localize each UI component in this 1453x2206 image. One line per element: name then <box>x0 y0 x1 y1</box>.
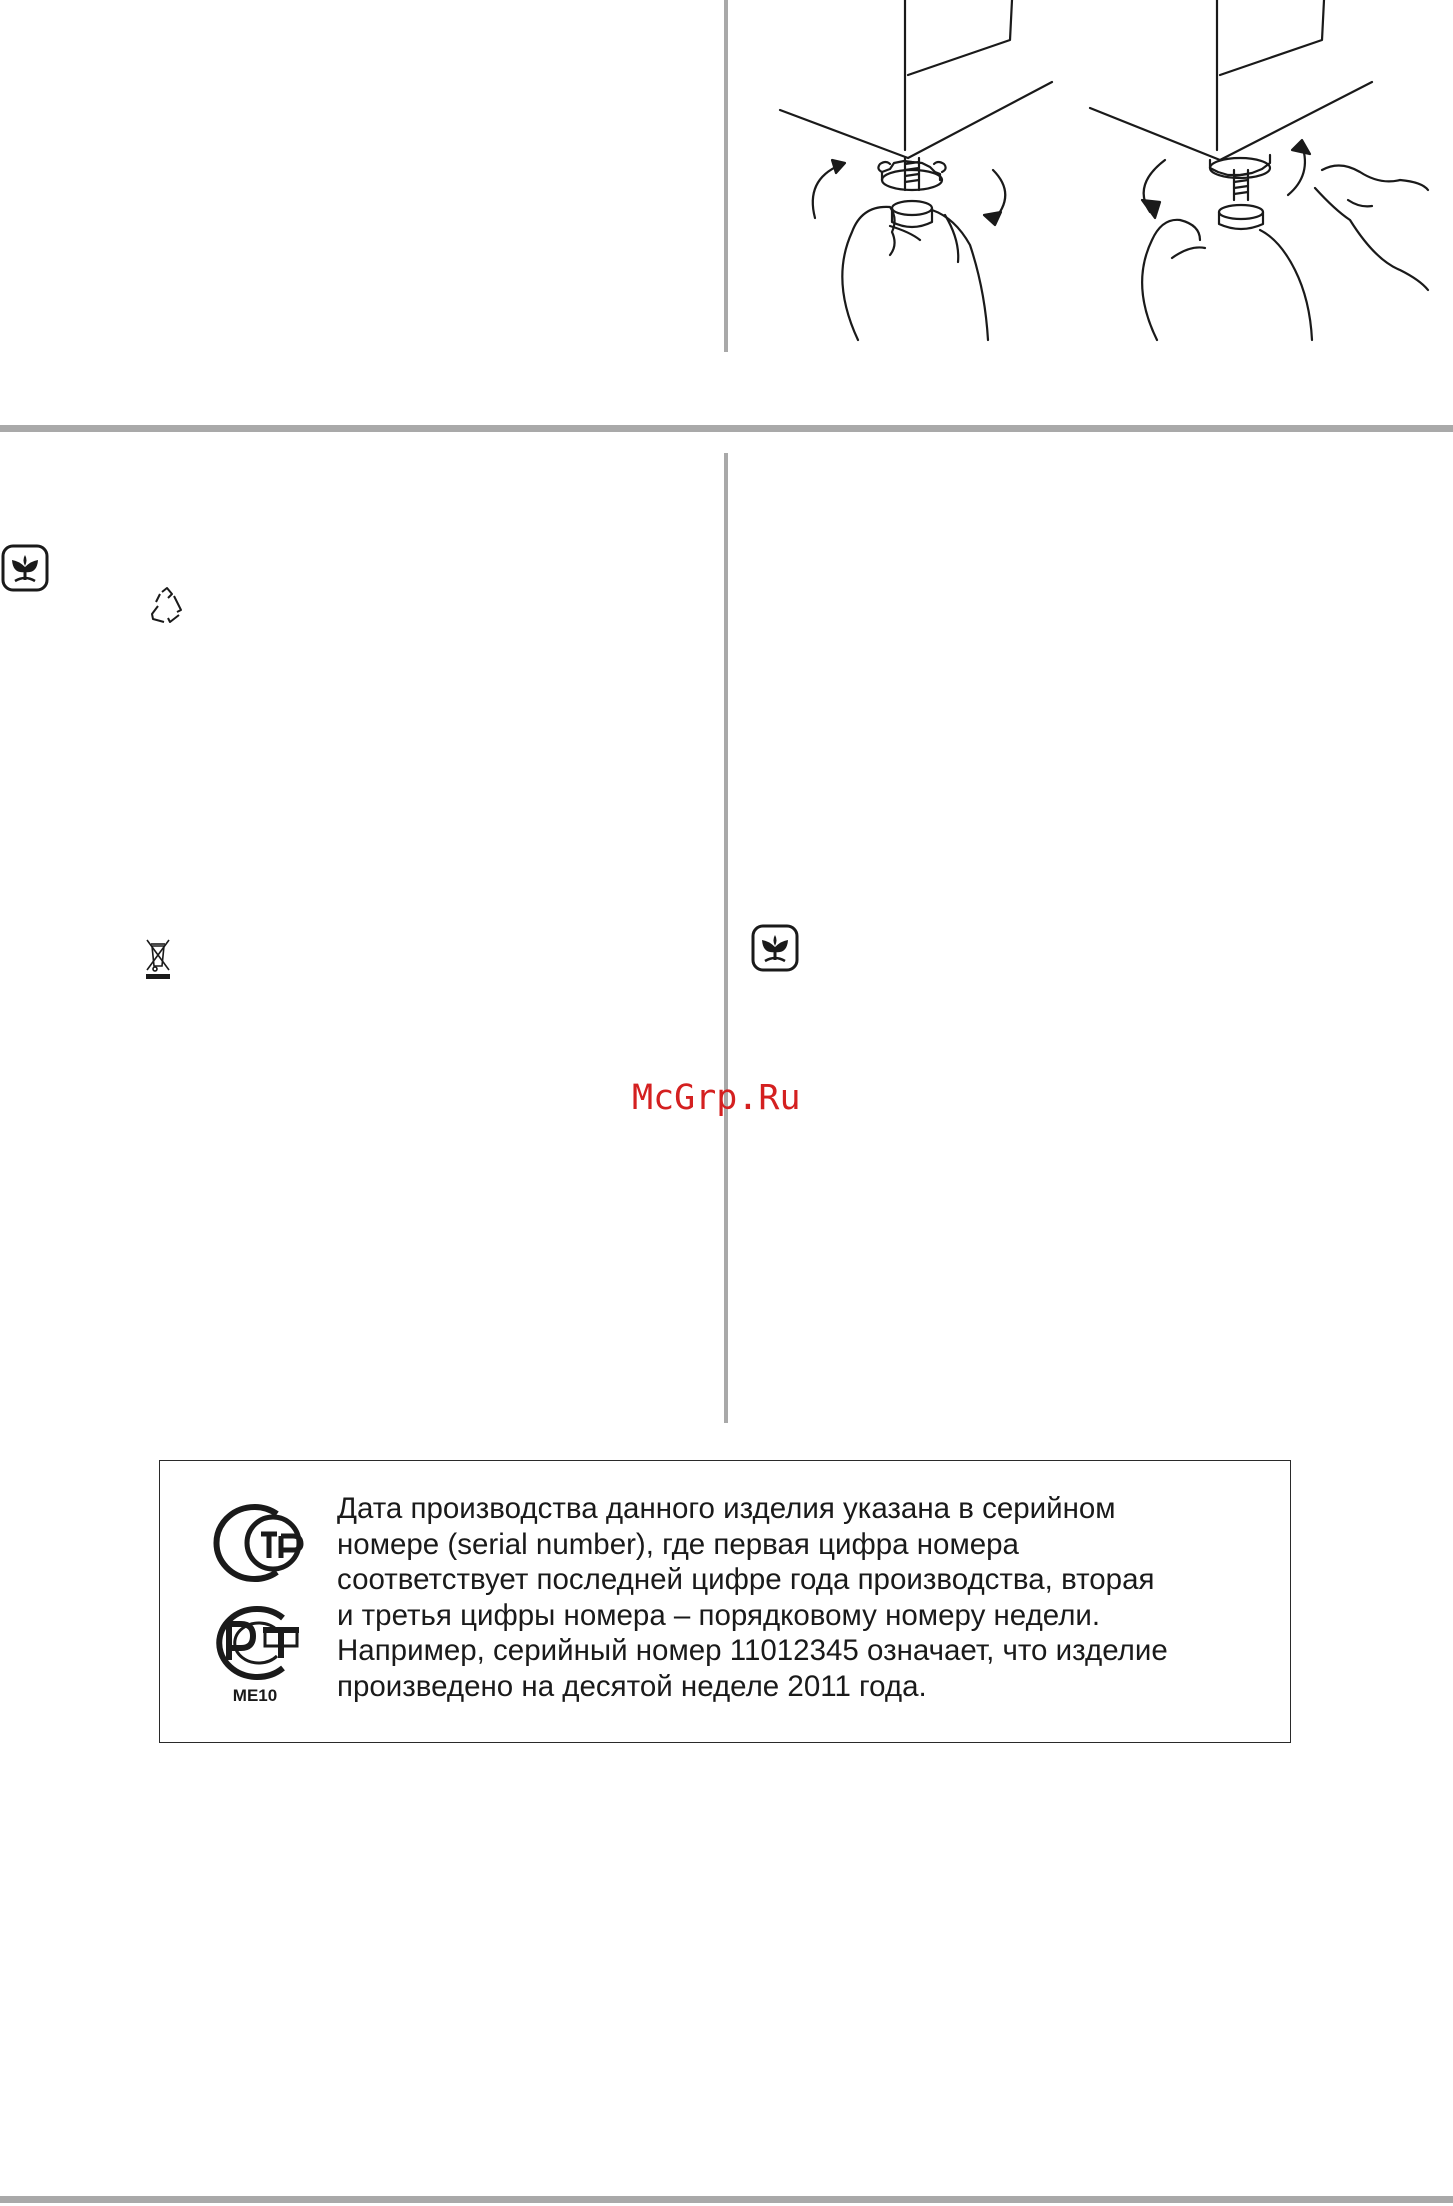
page-footer-divider <box>0 2196 1453 2203</box>
eac-tr-mark-icon <box>203 1500 309 1584</box>
info-text-line: номере (serial number), где первая цифра номера <box>337 1527 1019 1561</box>
adjustable-feet-illustration <box>760 0 1430 350</box>
column-divider-middle <box>724 453 728 1423</box>
environment-flower-icon <box>1 544 49 592</box>
environment-flower-icon <box>751 924 799 972</box>
info-text-line: и третья цифры номера – порядковому номеру недели. <box>337 1598 1101 1632</box>
info-text-line: Дата производства данного изделия указана в серийном <box>337 1492 1116 1525</box>
gost-r-pct-mark-icon <box>205 1602 305 1682</box>
production-date-text <box>337 1491 1267 1704</box>
section-divider <box>0 425 1453 432</box>
info-text-line: Например, серийный номер 11012345 означает, что изделие <box>337 1634 1168 1667</box>
certification-code: ME10 <box>232 1686 278 1705</box>
info-text-line: соответствует последней цифре года производства, вторая <box>337 1563 1155 1596</box>
crossed-bin-weee-icon <box>143 936 173 982</box>
column-divider-top <box>724 0 728 352</box>
watermark: McGrp.Ru <box>632 1078 801 1118</box>
recycle-icon <box>148 586 186 626</box>
info-text-line: произведено на десятой неделе 2011 года. <box>337 1669 927 1703</box>
